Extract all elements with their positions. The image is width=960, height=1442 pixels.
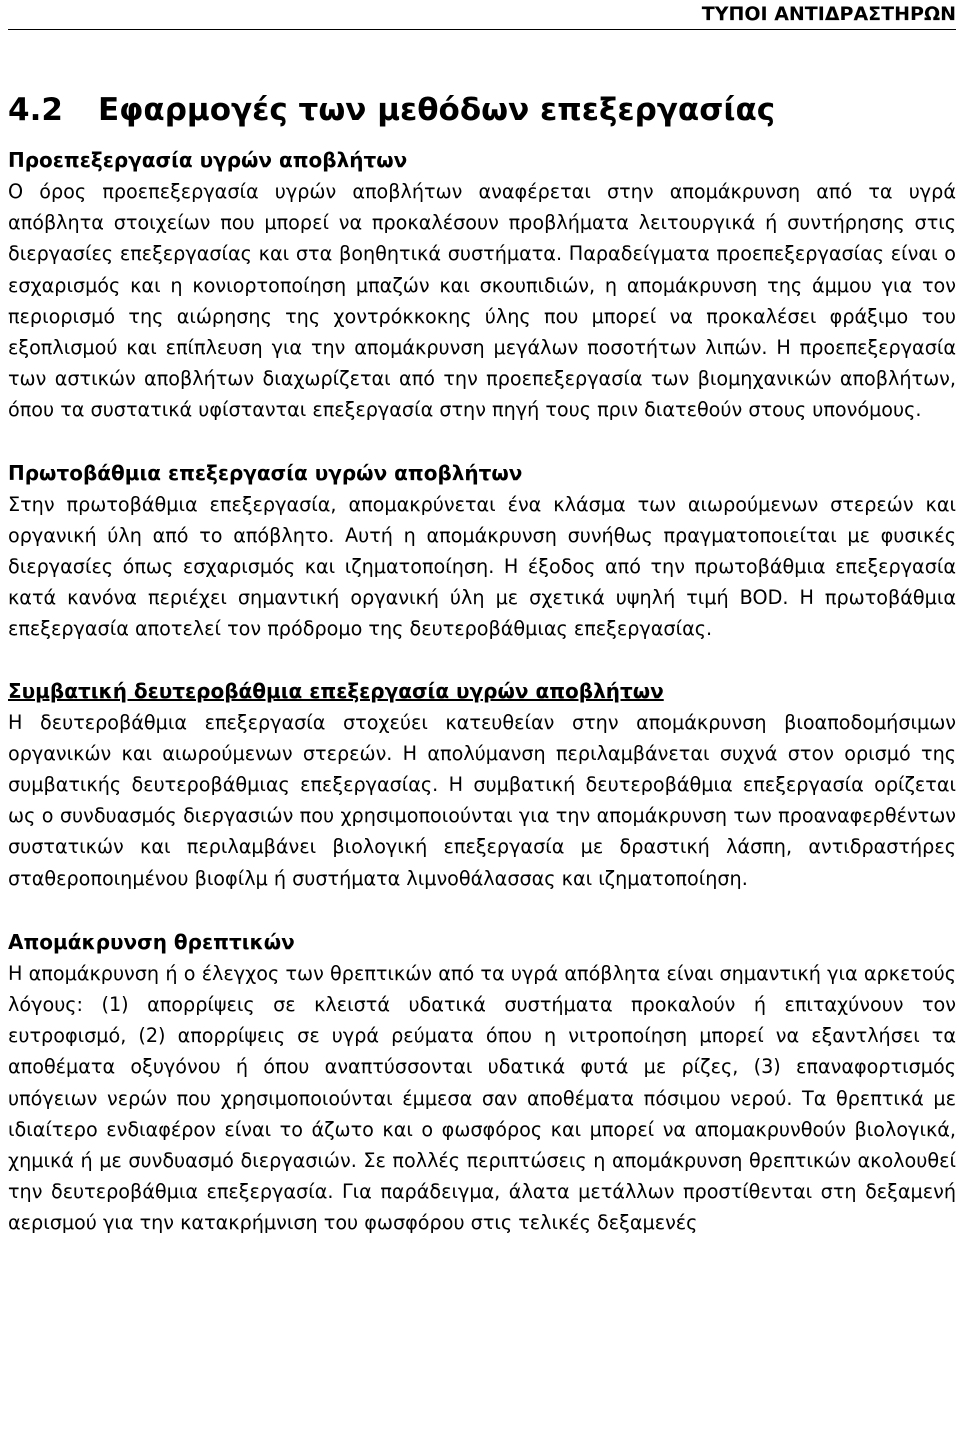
section-paragraph: Ο όρος προεπεξεργασία υγρών αποβλήτων αναφέρεται στην απομάκρυνση από τα υγρά απόβλητα στοιχείων που μπορεί να προκαλέσουν προβλήματα λειτουργικά ή συντήρησης στις διεργασίες επεξεργασίας και στα βοηθητικά συστήματα. Παραδείγματα προεπεξεργασίας είναι ο εσχαρισμός και η κονιορτοποίηση μπαζών και σκουπιδιών, η απομάκρυνση της άμμου για τον περιορισμό της αιώρησης της χοντρόκκοκης ύλης που μπορεί να προκαλέσει φράξιμο του εξοπλισμού και επίπλευση για την απομάκρυνση μεγάλων ποσοτήτων λιπών. Η προεπεξεργασία των αστικών αποβλήτων διαχωρίζεται από την προεπεξεργασία των βιομηχανικών αποβλήτων, όπου τα συστατικά υφίστανται επεξεργασία στην πηγή τους πριν διατεθούν στους υπονόμους. [8,180,956,422]
section-secondary-treatment [8,676,956,894]
section-heading: Πρωτοβάθμια επεξεργασία υγρών αποβλήτων [8,460,523,485]
section-pretreatment [8,145,956,426]
section-heading: Προεπεξεργασία υγρών αποβλήτων [8,148,408,172]
section-paragraph: Η απομάκρυνση ή ο έλεγχος των θρεπτικών από τα υγρά απόβλητα είναι σημαντική για αρκετούς λόγους: (1) απορρίψεις σε κλειστά υδατικά συστήματα προκαλούν ή επιταχύνουν τον ευτροφισμό, (2) απορρίψεις σε υγρά ρεύματα όπου η νιτροποίηση μπορεί να εξαντλήσει τα αποθέματα οξυγόνου ή όπου αναπτύσσονται υδατικά φυτά με ρίζες, (3) επαναφορτισμός υπόγειων νερών που χρησιμοποιούνται έμμεσα σαν αποθέματα πόσιμου νερού. Τα θρεπτικά με ιδιαίτερο ενδιαφέρον είναι το άζωτο και ο φωσφόρος και μπορεί να απομακρυνθούν βιολογικά, χημικά ή με συνδυασμό διεργασιών. Σε πολλές περιπτώσεις η απομάκρυνση θρεπτικών ακολουθεί την δευτεροβάθμια επεξεργασία. Για παράδειγμα, άλατα μετάλλων προστίθενται στη δεξαμενή αερισμού για την κατακρήμνιση του φωσφόρου στις τελικές δεξαμενές [8,961,956,1235]
section-heading: Συμβατική δευτεροβάθμια επεξεργασία υγρών αποβλήτων [8,678,664,703]
chapter-title-text: Εφαρμογές των μεθόδων επεξεργασίας [98,92,776,128]
section-paragraph: Στην πρωτοβάθμια επεξεργασία, απομακρύνεται ένα κλάσμα των αιωρούμενων στερεών και οργανική ύλη από το απόβλητο. Αυτή η απομάκρυνση συνήθως πραγματοποιείται με φυσικές διεργασίες όπως εσχαρισμός και ιζηματοποίηση. Η έξοδος από την πρωτοβάθμια επεξεργασία κατά κανόνα περιέχει σημαντική οργανική ύλη με σχετικά υψηλή τιμή BOD. Η πρωτοβάθμια επεξεργασία αποτελεί τον πρόδρομο της δευτεροβάθμιας επεξεργασίας. [8,492,956,641]
section-primary-treatment [8,458,956,645]
section-paragraph: Η δευτεροβάθμια επεξεργασία στοχεύει κατευθείαν στην απομάκρυνση βιοαποδομήσιμων οργανικών και αιωρούμενων στερεών. Η απολύμανση περιλαμβάνεται συχνά στον ορισμό της συμβατικής δευτεροβάθμιας επεξεργασίας. Η συμβατική δευτεροβάθμια επεξεργασία ορίζεται ως ο συνδυασμός διεργασιών που χρησιμοποιούνται για την απομάκρυνση των προαναφερθέντων συστατικών και περιλαμβάνει βιολογική επεξεργασία με δραστική λάσπη, αντιδραστήρες σταθεροποιημένου βιοφίλμ ή συστήματα λιμνοθάλασσας και ιζηματοποίηση. [8,710,956,890]
chapter-number: 4.2 [8,92,63,128]
chapter-title [8,90,956,130]
document-page [8,0,956,1239]
section-nutrient-removal [8,927,956,1239]
running-header: ΤΥΠΟΙ ΑΝΤΙΔΡΑΣΤΗΡΩΝ [8,2,956,30]
section-heading: Απομάκρυνση θρεπτικών [8,929,295,954]
